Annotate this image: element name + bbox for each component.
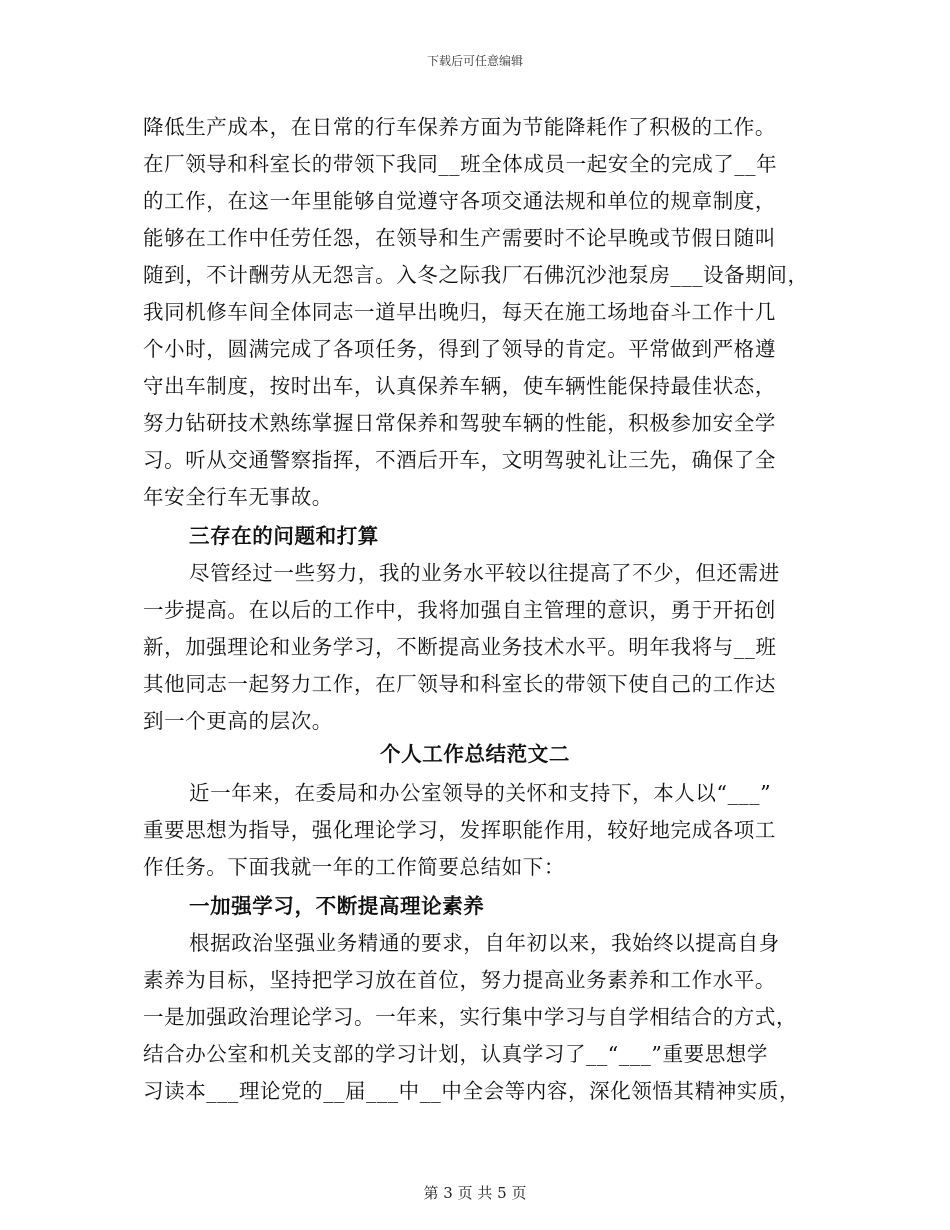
body-line: 随到，不计酬劳从无怨言。入冬之际我厂石佛沉沙池泵房___设备期间，	[143, 263, 809, 287]
body-line: 守出车制度，按时出车，认真保养车辆，使车辆性能保持最佳状态，	[143, 374, 776, 398]
body-line: 努力钻研技术熟练掌握日常保养和驾驶车辆的性能，积极参加安全学	[143, 411, 776, 435]
body-line: 到一个更高的层次。	[143, 709, 333, 733]
body-line: 近一年来，在委局和办公室领导的关怀和支持下，本人以“___”	[189, 781, 772, 805]
body-line: 我同机修车间全体同志一道早出晚归，每天在施工场地奋斗工作十几	[143, 300, 776, 324]
body-line: 在厂领导和科室长的带领下我同__班全体成员一起安全的完成了__年	[143, 152, 778, 176]
body-line: 作任务。下面我就一年的工作简要总结如下：	[143, 855, 565, 879]
body-line: 习。听从交通警察指挥，不酒后开车，文明驾驶礼让三先，确保了全	[143, 448, 776, 472]
page-header: 下载后可任意编辑	[426, 54, 523, 68]
body-line: 年安全行车无事故。	[143, 485, 333, 509]
body-line: 重要思想为指导，强化理论学习，发挥职能作用，较好地完成各项工	[143, 818, 776, 842]
body-line: 个小时，圆满完成了各项任务，得到了领导的肯定。平常做到严格遵	[143, 337, 776, 361]
body-line: 素养为目标，坚持把学习放在首位，努力提高业务素养和工作水平。	[143, 968, 776, 992]
article-title: 个人工作总结范文二	[380, 742, 570, 766]
body-line: 习读本___理论党的__届___中__中全会等内容，深化领悟其精神实质，	[143, 1079, 801, 1103]
body-line: 新，加强理论和业务学习，不断提高业务技术水平。明年我将与__班	[143, 635, 777, 659]
section-heading: 三存在的问题和打算	[189, 524, 379, 548]
body-line: 结合办公室和机关支部的学习计划，认真学习了__“___”重要思想学	[143, 1042, 769, 1066]
body-line: 其他同志一起努力工作，在厂领导和科室长的带领下使自己的工作达	[143, 672, 776, 696]
body-line: 降低生产成本，在日常的行车保养方面为节能降耗作了积极的工作。	[143, 115, 776, 139]
body-line: 尽管经过一些努力，我的业务水平较以往提高了不少，但还需进	[189, 561, 780, 585]
body-line: 一步提高。在以后的工作中，我将加强自主管理的意识，勇于开拓创	[143, 598, 776, 622]
page-footer: 第 3 页 共 5 页	[423, 1184, 527, 1202]
body-line: 一是加强政治理论学习。一年来，实行集中学习与自学相结合的方式，	[143, 1005, 798, 1029]
body-line: 根据政治坚强业务精通的要求，自年初以来，我始终以提高自身	[189, 931, 780, 955]
body-line: 的工作，在这一年里能够自觉遵守各项交通法规和单位的规章制度，	[143, 189, 776, 213]
body-line: 能够在工作中任劳任怨，在领导和生产需要时不论早晚或节假日随叫	[143, 226, 776, 250]
section-heading: 一加强学习，不断提高理论素养	[189, 894, 485, 918]
